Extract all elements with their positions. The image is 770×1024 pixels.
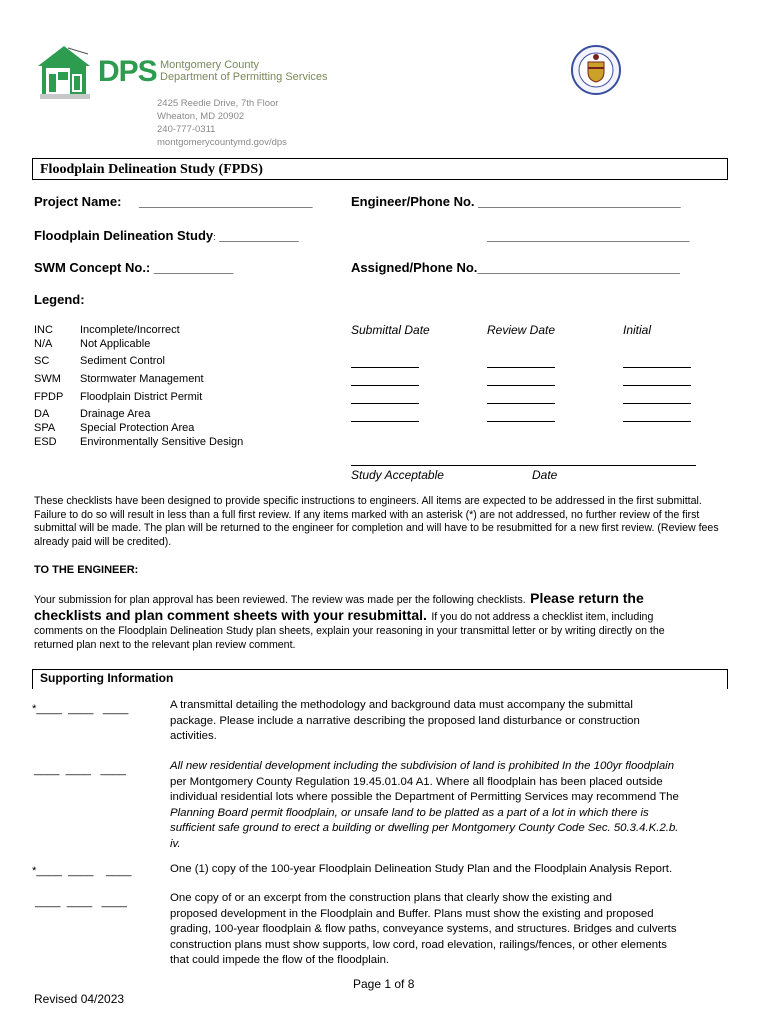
legend-desc-esd: Environmentally Sensitive Design	[80, 436, 244, 448]
logo-text: DPS	[98, 55, 157, 88]
initial-line[interactable]	[623, 367, 691, 368]
submittal-date-line[interactable]	[351, 421, 419, 422]
to-engineer-line-1-bold: Please return the	[530, 590, 644, 606]
legend-heading: Legend:	[34, 292, 85, 307]
checklist-marks[interactable]: *____ ____ ____	[32, 703, 129, 715]
floodplain-study-right-blank[interactable]: ____________________________	[487, 228, 690, 243]
item-line: that could impede the flow of the floodplain.	[170, 954, 390, 966]
revised-date: Revised 04/2023	[34, 992, 125, 1006]
floodplain-study-label: Floodplain Delineation Study	[34, 228, 214, 243]
item-line: iv.	[170, 837, 181, 850]
review-date-line[interactable]	[487, 367, 555, 368]
item-line: proposed development in the Floodplain and Buffer. Plans must show the existing and proposed	[170, 907, 654, 920]
checklist-item	[170, 891, 677, 969]
checklist-marks[interactable]: ____ ____ ____	[34, 764, 126, 776]
legend-desc-swm: Stormwater Management	[80, 373, 204, 385]
review-date-line[interactable]	[487, 403, 555, 404]
initial-line[interactable]	[623, 403, 691, 404]
legend-code-na: N/A	[34, 338, 53, 350]
page-title: Floodplain Delineation Study (FPDS)	[40, 162, 263, 177]
supporting-info-box-tick	[727, 686, 728, 689]
website: montgomerycountymd.gov/dps	[157, 137, 287, 148]
item-line: sufficient safe ground to erect a building or dwelling per Montgomery County Code Sec. 50.3.4.K.2.b.	[170, 822, 679, 834]
engineer-phone-field[interactable]: Engineer/Phone No. ____________________________	[351, 194, 681, 209]
legend-code-spa: SPA	[34, 422, 56, 434]
item-line: One copy of or an excerpt from the construction plans that clearly show the existing and	[170, 892, 612, 904]
legend-code-da: DA	[34, 408, 50, 420]
legend-code-fpdp: FPDP	[34, 391, 64, 403]
legend-code-sc: SC	[34, 355, 50, 367]
legend-code-inc: INC	[34, 324, 53, 336]
initial-header: Initial	[623, 323, 652, 337]
item-line: One (1) copy of the 100-year Floodplain Delineation Study Plan and the Floodplain Analysis Report.	[170, 863, 673, 875]
checklist-item	[170, 862, 672, 878]
checklist-marks[interactable]: ____ ____ ____	[32, 896, 128, 908]
date-label: Date	[532, 468, 558, 482]
legend-code-esd: ESD	[34, 436, 57, 448]
to-engineer-line-4: returned plan next to the relevant plan review comment.	[34, 639, 296, 651]
checklist-item	[170, 698, 640, 745]
submittal-date-line[interactable]	[351, 385, 419, 386]
submittal-date-line[interactable]	[351, 367, 419, 368]
item-line: All new residential development including the subdivision of land is prohibited In the 100yr floodplain	[170, 760, 675, 772]
supporting-info-heading: Supporting Information	[40, 671, 174, 685]
study-acceptable-label: Study Acceptable	[351, 468, 444, 482]
address-line-2: Wheaton, MD 20902	[157, 111, 245, 122]
to-engineer-line-1-text: Your submission for plan approval has been reviewed. The review was made per the following checklists.	[34, 594, 526, 606]
project-name-blank[interactable]: ________________________	[139, 194, 313, 209]
to-engineer-line-2-bold: checklists and plan comment sheets with your resubmittal.	[34, 607, 427, 623]
floodplain-study-colon: :	[213, 232, 216, 242]
item-line: individual residential lots where possible the Department of Permitting Services may recommend The	[170, 791, 679, 803]
legend-desc-da: Drainage Area	[80, 408, 151, 420]
swm-concept-field[interactable]: SWM Concept No.: ___________	[34, 260, 234, 275]
to-engineer-line-3: comments on the Floodplain Delineation Study plan sheets, explain your reasoning in your transmittal letter or by writing directly on the	[34, 625, 665, 637]
review-date-line[interactable]	[487, 385, 555, 386]
item-line: activities.	[170, 730, 217, 742]
checklist-item	[170, 759, 679, 852]
item-line: Planning Board permit floodplain, or unsafe land to be platted as a part of a lot in which there is	[170, 806, 649, 819]
to-engineer-line-1	[34, 590, 734, 608]
submittal-date-header: Submittal Date	[351, 323, 430, 337]
project-name-label: Project Name:	[34, 194, 122, 209]
dps-house-logo	[38, 44, 94, 100]
assigned-phone-field[interactable]: Assigned/Phone No.____________________________	[351, 260, 680, 275]
item-line: per Montgomery County Regulation 19.45.01.04 A1. Where all floodplain has been placed outside	[170, 775, 663, 788]
legend-desc-sc: Sediment Control	[80, 355, 165, 367]
phone-number: 240-777-0311	[157, 124, 216, 135]
page-number: Page 1 of 8	[353, 977, 415, 991]
floodplain-study-blank: ___________	[215, 228, 299, 243]
legend-desc-inc: Incomplete/Incorrect	[80, 324, 180, 336]
org-line-2: Department of Permitting Services	[160, 71, 328, 83]
initial-line[interactable]	[623, 385, 691, 386]
legend-desc-spa: Special Protection Area	[80, 422, 195, 434]
legend-code-swm: SWM	[34, 373, 61, 385]
item-line: construction plans must show supports, low cord, road elevation, railings/fences, or other elements	[170, 938, 668, 951]
to-engineer-heading: TO THE ENGINEER:	[34, 564, 139, 576]
to-engineer-line-2	[34, 607, 734, 625]
study-acceptable-signature-line[interactable]	[351, 465, 696, 466]
org-line-1: Montgomery County	[160, 59, 260, 71]
floodplain-study-field[interactable]	[34, 228, 299, 243]
review-date-line[interactable]	[487, 421, 555, 422]
item-line: package. Please include a narrative describing the proposed land disturbance or construction	[170, 714, 640, 727]
item-line: A transmittal detailing the methodology and background data must accompany the submittal	[170, 699, 633, 711]
supporting-info-box-tick	[32, 686, 33, 689]
to-engineer-line-2-text: If you do not address a checklist item, including	[431, 611, 654, 623]
item-line: grading, 100-year floodplain & flow paths, conveyance systems, and structures. Bridges and culverts	[170, 923, 677, 935]
submittal-date-line[interactable]	[351, 403, 419, 404]
county-seal-icon	[570, 44, 622, 96]
checklist-marks[interactable]: *____ ____ ____	[32, 865, 132, 877]
intro-paragraph: These checklists have been designed to provide specific instructions to engineers. All items are expected to be addressed in the first submittal. Failure to do so will result in less than a full first review. If any items marked with an asterisk (*) are not addressed, no further review of the first submittal will be made. The plan will be returned to the engineer for completion and will have to be resubmitted for a new first review. (Review fees already paid will be credited).	[34, 495, 719, 548]
address-line-1: 2425 Reedie Drive, 7th Floor	[157, 98, 279, 109]
legend-desc-na: Not Applicable	[80, 338, 151, 350]
organization-name	[160, 59, 328, 83]
initial-line[interactable]	[623, 421, 691, 422]
legend-desc-fpdp: Floodplain District Permit	[80, 391, 203, 403]
review-date-header: Review Date	[487, 323, 556, 337]
address-block	[157, 97, 287, 149]
